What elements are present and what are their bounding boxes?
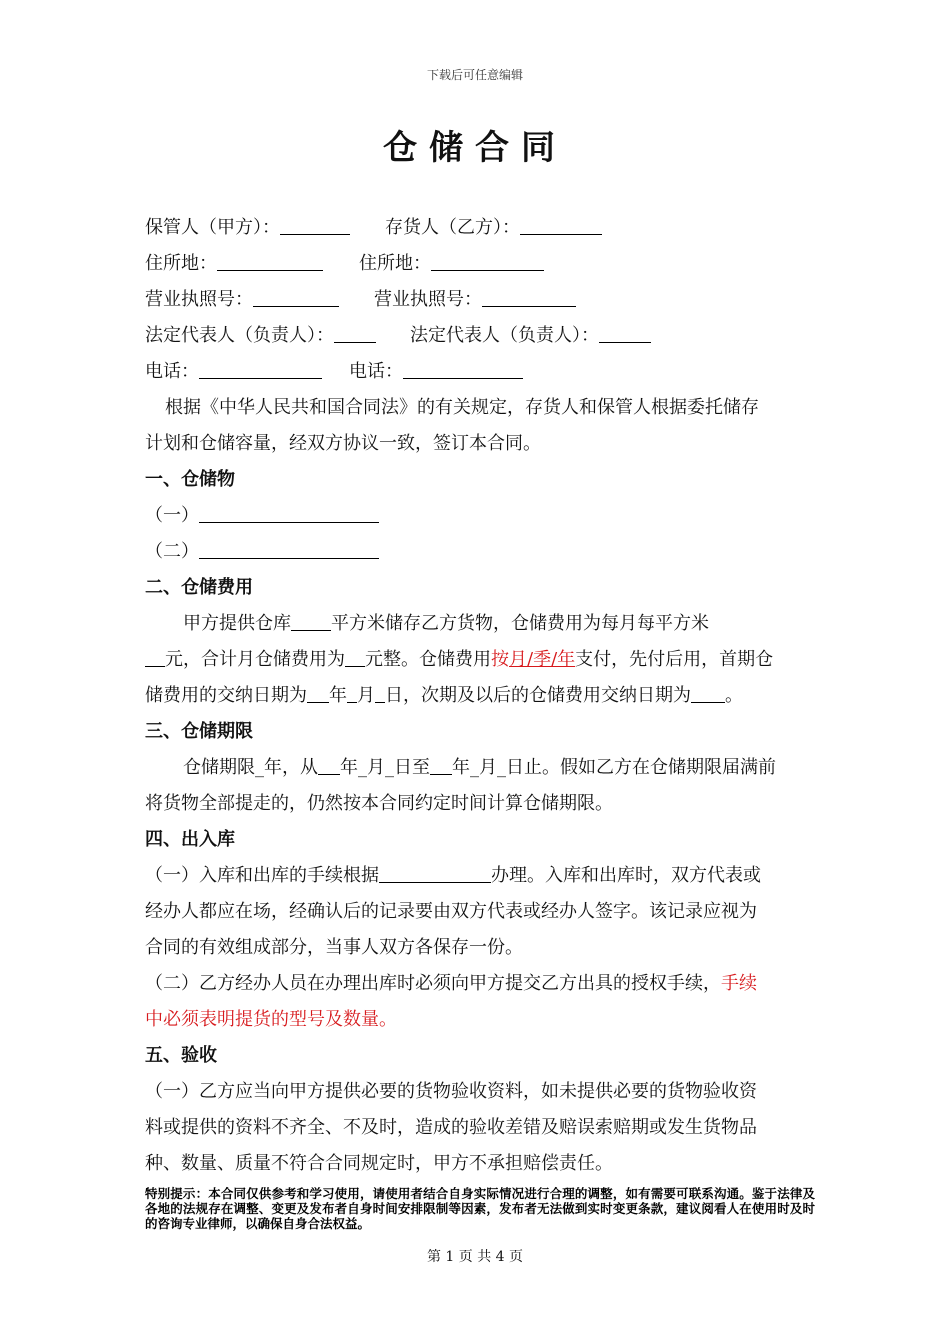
item-1-blank[interactable] [199,504,379,523]
s3-text: 年_月_日止。假如乙方在仓储期限届满前 [452,757,776,778]
price-blank[interactable] [145,648,165,667]
next-date-blank[interactable] [691,684,725,703]
s4-highlight: 中必须表明提货的型号及数量。 [145,1009,397,1030]
section-5-heading: 五、验收 [145,1045,217,1066]
phone-blank-b[interactable] [403,360,523,379]
depositor-label: 存货人（乙方）： [385,217,520,238]
s4-text: （二）乙方经办人员在办理出库时必须向甲方提交乙方出具的授权手续， [145,973,721,994]
page-number: 第 1 页 共 4 页 [426,1249,524,1265]
year-blank[interactable] [307,684,329,703]
s2-text: 储费用的交纳日期为 [145,685,307,706]
address-label-b: 住所地： [359,253,431,274]
procedure-blank[interactable] [379,864,491,883]
s2-text: 甲方提供仓库 [183,613,291,634]
section-1-heading: 一、仓储物 [145,469,235,490]
section-3-line-1 [145,750,815,786]
rep-label-a: 法定代表人（负责人）： [145,325,334,346]
section-4-line-2 [145,894,815,930]
s5-text: 种、数量、质量不符合合同规定时，甲方不承担赔偿责任。 [145,1153,613,1174]
s4-text: 合同的有效组成部分，当事人双方各保存一份。 [145,937,523,958]
license-label-a: 营业执照号： [145,289,253,310]
address-blank-a[interactable] [217,252,323,271]
total-blank[interactable] [345,648,365,667]
pay-mode-prefix: 按 [491,649,509,670]
phone-blank-a[interactable] [199,360,322,379]
s2-text: 支付，先付后用，首期仓 [575,649,774,670]
license-label-b: 营业执照号： [374,289,482,310]
rep-blank-b[interactable] [599,324,651,343]
intro-text-1: 根据《中华人民共和国合同法》的有关规定，存货人和保管人根据委托储存 [165,397,759,418]
month-blank[interactable] [347,684,357,703]
s2-text: 日，次期及以后的仓储费用交纳日期为 [385,685,691,706]
intro-line-1 [145,390,815,426]
item-2-blank[interactable] [199,540,379,559]
s2-text: 元整。仓储费用 [365,649,491,670]
intro-text-2: 计划和仓储容量，经双方协议一致，签订本合同。 [145,433,541,454]
s4-highlight: 手续 [721,973,757,994]
section-2-line-2 [145,642,815,678]
address-blank-b[interactable] [431,252,544,271]
keeper-label: 保管人（甲方）： [145,217,280,238]
party-line-license [145,282,815,318]
party-line-phone [145,354,815,390]
document-title: 仓储合同 [383,128,567,168]
s5-text: （一）乙方应当向甲方提供必要的货物验收资料，如未提供必要的货物验收资 [145,1081,757,1102]
header-note: 下载后可任意编辑 [426,68,523,82]
license-blank-a[interactable] [253,288,339,307]
end-year-blank[interactable] [430,756,452,775]
s3-text: 年_月_日至 [340,757,430,778]
section-4-line-3 [145,930,815,966]
start-year-blank[interactable] [318,756,340,775]
s5-text: 料或提供的资料不齐全、不及时，造成的验收差错及赔误索赔期或发生货物品 [145,1117,757,1138]
pay-mode-options: 月/季/年 [509,649,576,670]
special-notice: 特别提示：本合同仅供参考和学习使用，请使用者结合自身实际情况进行合理的调整，如有需要可联系沟通。鉴于法律及各地的法规存在调整、变更及发布者自身时间安排限制等因素，发布者无法做到实时变更条款，建议阅看人在使用时及时的咨询专业律师，以确保自身合法权益。 [145,1186,815,1231]
s2-text: 月 [357,685,375,706]
address-label-a: 住所地： [145,253,217,274]
party-line-keeper [145,210,815,246]
section-4-line-4 [145,966,815,1002]
phone-label-a: 电话： [145,361,199,382]
section-4-line-5 [145,1002,815,1038]
keeper-blank[interactable] [280,216,350,235]
party-line-address [145,246,815,282]
section-5-line-2 [145,1110,815,1146]
section-4-line-1 [145,858,815,894]
section-3-heading: 三、仓储期限 [145,721,253,742]
s4-text: 经办人都应在场，经确认后的记录要由双方代表或经办人签字。该记录应视为 [145,901,757,922]
s2-text: 平方米储存乙方货物，仓储费用为每月每平方米 [331,613,709,634]
s4-text: （一）入库和出库的手续根据 [145,865,379,886]
s3-text: 将货物全部提走的，仍然按本合同约定时间计算仓储期限。 [145,793,613,814]
section-4-heading: 四、出入库 [145,829,235,850]
license-blank-b[interactable] [482,288,576,307]
party-line-rep [145,318,815,354]
section-5-line-3 [145,1146,815,1182]
intro-line-2 [145,426,815,462]
s2-text: 元，合计月仓储费用为 [165,649,345,670]
rep-blank-a[interactable] [334,324,376,343]
rep-label-b: 法定代表人（负责人）： [410,325,599,346]
s3-text: 仓储期限_年，从 [183,757,318,778]
section-2-line-1 [145,606,815,642]
section-2-heading: 二、仓储费用 [145,577,253,598]
contract-body [145,210,815,1182]
section-5-line-1 [145,1074,815,1110]
s2-text: 。 [725,685,743,706]
phone-label-b: 电话： [349,361,403,382]
day-blank[interactable] [375,684,385,703]
area-blank[interactable] [291,612,331,631]
depositor-blank[interactable] [520,216,602,235]
section-1-item-2 [145,534,815,570]
section-2-line-3 [145,678,815,714]
section-1-item-1 [145,498,815,534]
item-1-label: （一） [145,505,199,526]
s4-text: 办理。入库和出库时，双方代表或 [491,865,761,886]
s2-text: 年 [329,685,347,706]
item-2-label: （二） [145,541,199,562]
section-3-line-2 [145,786,815,822]
